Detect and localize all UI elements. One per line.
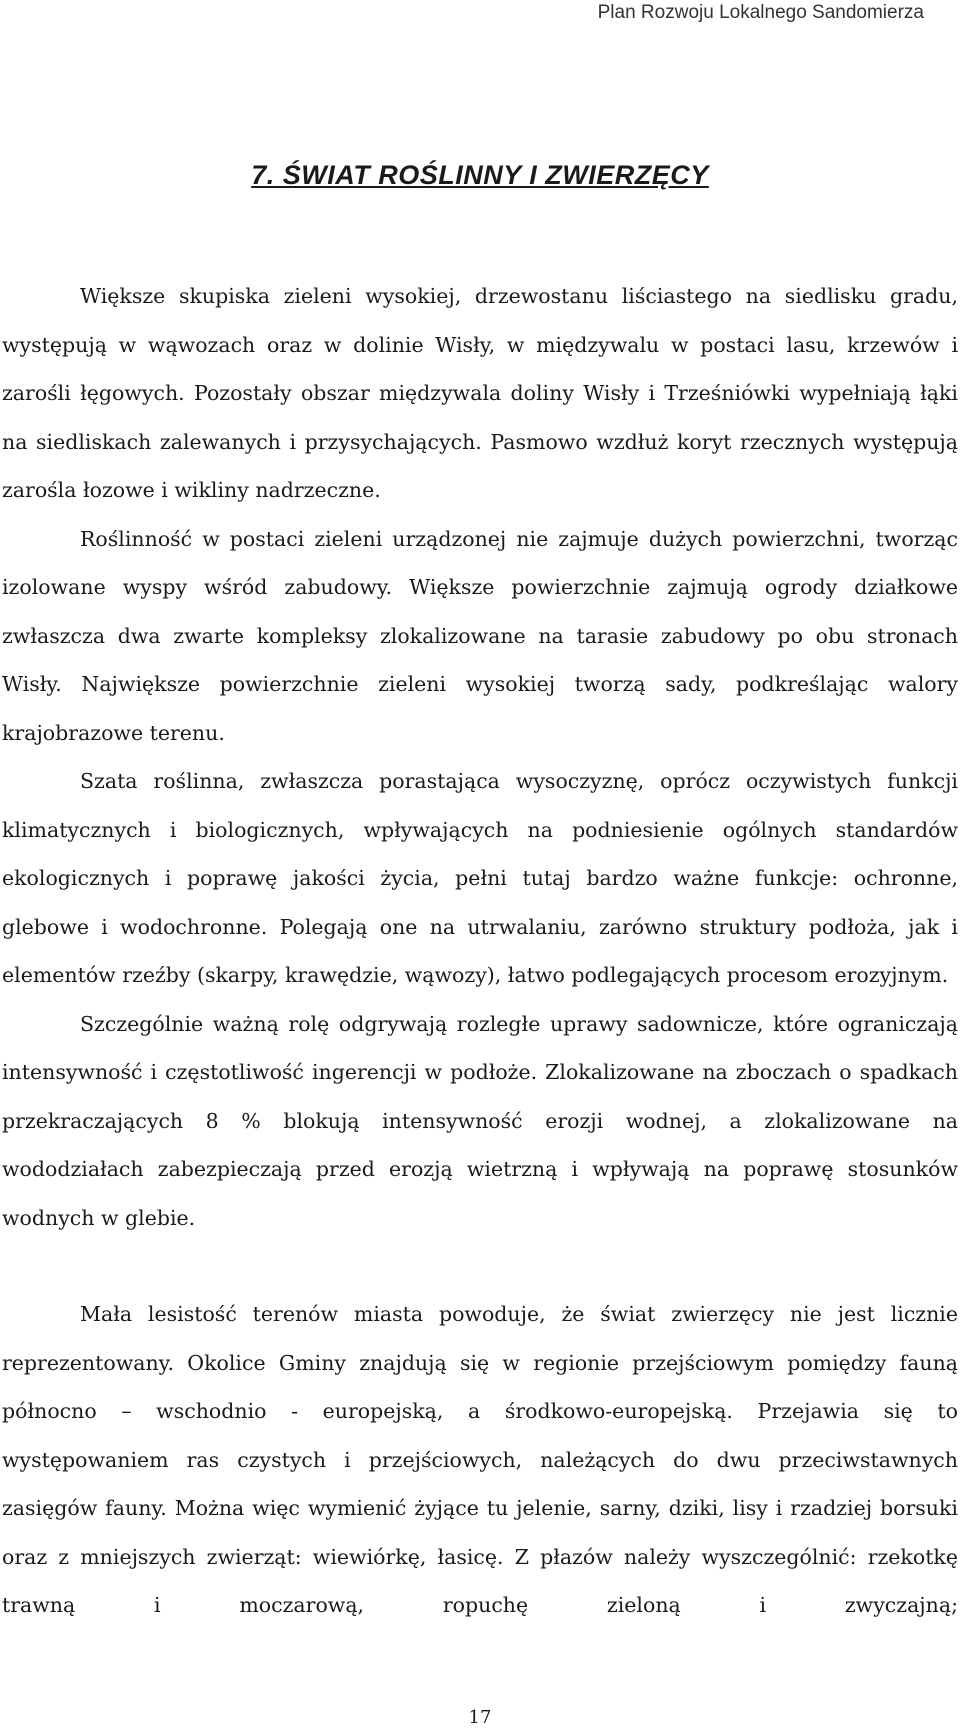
body-text <box>2 272 958 1630</box>
paragraph: Szczególnie ważną rolę odgrywają rozległe uprawy sadownicze, które ograniczają intensywność i częstotliwość ingerencji w podłoże. Zlokalizowane na zboczach o spadkach przekraczających 8 % blokują intensywność erozji wodnej, a zlokalizowane na wododziałach zabezpieczają przed erozją wietrzną i wpływają na poprawę stosunków wodnych w glebie. <box>2 1011 958 1230</box>
paragraph: Mała lesistość terenów miasta powoduje, że świat zwierzęcy nie jest licznie reprezentowany. Okolice Gminy znajdują się w regionie przejściowym pomiędzy fauną północno – wschodnio - europejską, a środkowo-europejską. Przejawia się to występowaniem ras czystych i przejściowych, należących do dwu przeciwstawnych zasięgów fauny. Można więc wymienić żyjące tu jelenie, sarny, dziki, lisy i rzadziej borsuki oraz z mniejszych zwierząt: wiewiórkę, łasicę. Z płazów należy wyszczególnić: rzekotkę trawną i moczarową, ropuchę zieloną i zwyczajną; <box>2 1302 958 1617</box>
running-header: Plan Rozwoju Lokalnego Sandomierza <box>597 2 924 23</box>
section-title: 7. ŚWIAT ROŚLINNY I ZWIERZĘCY <box>251 160 709 190</box>
paragraph: Szata roślinna, zwłaszcza porastająca wysoczyznę, oprócz oczywistych funkcji klimatycznych i biologicznych, wpływających na podniesienie ogólnych standardów ekologicznych i poprawę jakości życia, pełni tutaj bardzo ważne funkcje: ochronne, glebowe i wodochronne. Polegają one na utrwalaniu, zarówno struktury podłoża, jak i elementów rzeźby (skarpy, krawędzie, wąwozy), łatwo podlegających procesom erozyjnym. <box>2 769 958 987</box>
paragraph: Roślinność w postaci zieleni urządzonej nie zajmuje dużych powierzchni, tworząc izolowane wyspy wśród zabudowy. Większe powierzchnie zajmują ogrody działkowe zwłaszcza dwa zwarte kompleksy zlokalizowane na tarasie zabudowy po obu stronach Wisły. Największe powierzchnie zieleni wysokiej tworzą sady, podkreślając walory krajobrazowe terenu. <box>2 526 958 745</box>
paragraph: Większe skupiska zieleni wysokiej, drzewostanu liściastego na siedlisku gradu, występują w wąwozach oraz w dolinie Wisły, w międzywalu w postaci lasu, krzewów i zarośli łęgowych. Pozostały obszar międzywala doliny Wisły i Trześniówki wypełniają łąki na siedliskach zalewanych i przysychających. Pasmowo wzdłuż koryt rzecznych występują zarośla łozowe i wikliny nadrzeczne. <box>2 284 958 502</box>
page-number: 17 <box>468 1707 492 1728</box>
